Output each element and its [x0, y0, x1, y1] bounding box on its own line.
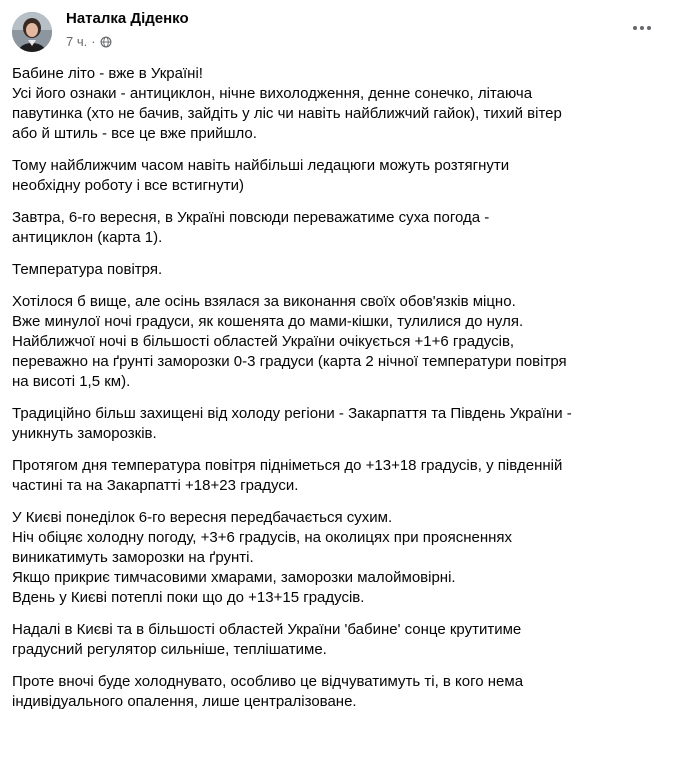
post-text-line: на висоті 1,5 км).	[12, 373, 131, 390]
avatar[interactable]	[12, 12, 52, 52]
author-name[interactable]: Наталка Діденко	[66, 10, 189, 27]
post-text-line: Найближчої ночі в більшості областей України очікується +1+6 градусів,	[12, 333, 515, 350]
post-paragraph	[12, 208, 667, 248]
post-text	[12, 64, 667, 724]
post-text-line: Бабине літо - вже в Україні!	[12, 65, 203, 82]
post-text-line: У Києві понеділок 6-го вересня передбачається сухим.	[12, 509, 393, 526]
post-text-line: переважно на ґрунті заморозки 0-3 градуси (карта 2 нічної температури повітря	[12, 353, 567, 370]
post-paragraph	[12, 64, 667, 144]
more-dot	[647, 26, 651, 30]
post-text-line: градусний регулятор сильніше, теплішатиме.	[12, 641, 327, 658]
post-text-line: необхідну роботу і все встигнути)	[12, 177, 244, 194]
post-text-line: Проте вночі буде холоднувато, особливо це відчуватимуть ті, в кого нема	[12, 673, 524, 690]
post-text-line: Тому найближчим часом навіть найбільші ледацюги можуть розтягнути	[12, 157, 510, 174]
post-paragraph	[12, 672, 667, 712]
post-text-line: Якщо прикриє тимчасовими хмарами, заморозки малоймовірні.	[12, 569, 456, 586]
post-paragraph	[12, 404, 667, 444]
post-text-line: частині та на Закарпатті +18+23 градуси.	[12, 477, 299, 494]
post-paragraph	[12, 156, 667, 196]
post-text-line: антициклон (карта 1).	[12, 229, 163, 246]
post-text-line: виникатимуть заморозки на ґрунті.	[12, 549, 254, 566]
more-dot	[640, 26, 644, 30]
post-text-line: Протягом дня температура повітря підніметься до +13+18 градусів, у південній	[12, 457, 563, 474]
post-text-line: Вже минулої ночі градуси, як кошенята до мами-кішки, тулилися до нуля.	[12, 313, 524, 330]
more-options-icon[interactable]	[627, 18, 657, 38]
post-text-line: або й штиль - все це вже прийшло.	[12, 125, 257, 142]
meta-separator: ·	[91, 34, 96, 49]
post-text-line: Ніч обіцяє холодну погоду, +3+6 градусів, на околицях при проясненнях	[12, 529, 513, 546]
more-dot	[633, 26, 637, 30]
post-text-line: Надалі в Києві та в більшості областей України 'бабине' сонце крутитиме	[12, 621, 522, 638]
post-paragraph	[12, 260, 667, 280]
post-text-line: Завтра, 6-го вересня, в Україні повсюди переважатиме суха погода -	[12, 209, 490, 226]
post-paragraph	[12, 456, 667, 496]
globe-icon[interactable]	[100, 36, 112, 48]
post-paragraph	[12, 292, 667, 392]
post-text-line: Температура повітря.	[12, 261, 163, 278]
post-text-line: уникнуть заморозків.	[12, 425, 157, 442]
post-text-line: павутинка (хто не бачив, зайдіть у ліс чи навіть найближчий гайок), тихий вітер	[12, 105, 562, 122]
post-meta	[66, 34, 112, 49]
post-text-line: Вдень у Києві потеплі поки що до +13+15 градусів.	[12, 589, 365, 606]
post-text-line: Традиційно більш захищені від холоду регіони - Закарпаття та Південь України -	[12, 405, 572, 422]
post-text-line: Хотілося б вище, але осінь взялася за виконання своїх обов'язків міцно.	[12, 293, 516, 310]
avatar-image	[12, 12, 52, 52]
post-text-line: індивідуального опалення, лише централізоване.	[12, 693, 357, 710]
post-text-line: Усі його ознаки - антициклон, нічне вихолодження, денне сонечко, літаюча	[12, 85, 533, 102]
post-time[interactable]: 7 ч.	[66, 34, 88, 49]
post-paragraph	[12, 508, 667, 608]
post-header	[12, 8, 665, 56]
post-paragraph	[12, 620, 667, 660]
